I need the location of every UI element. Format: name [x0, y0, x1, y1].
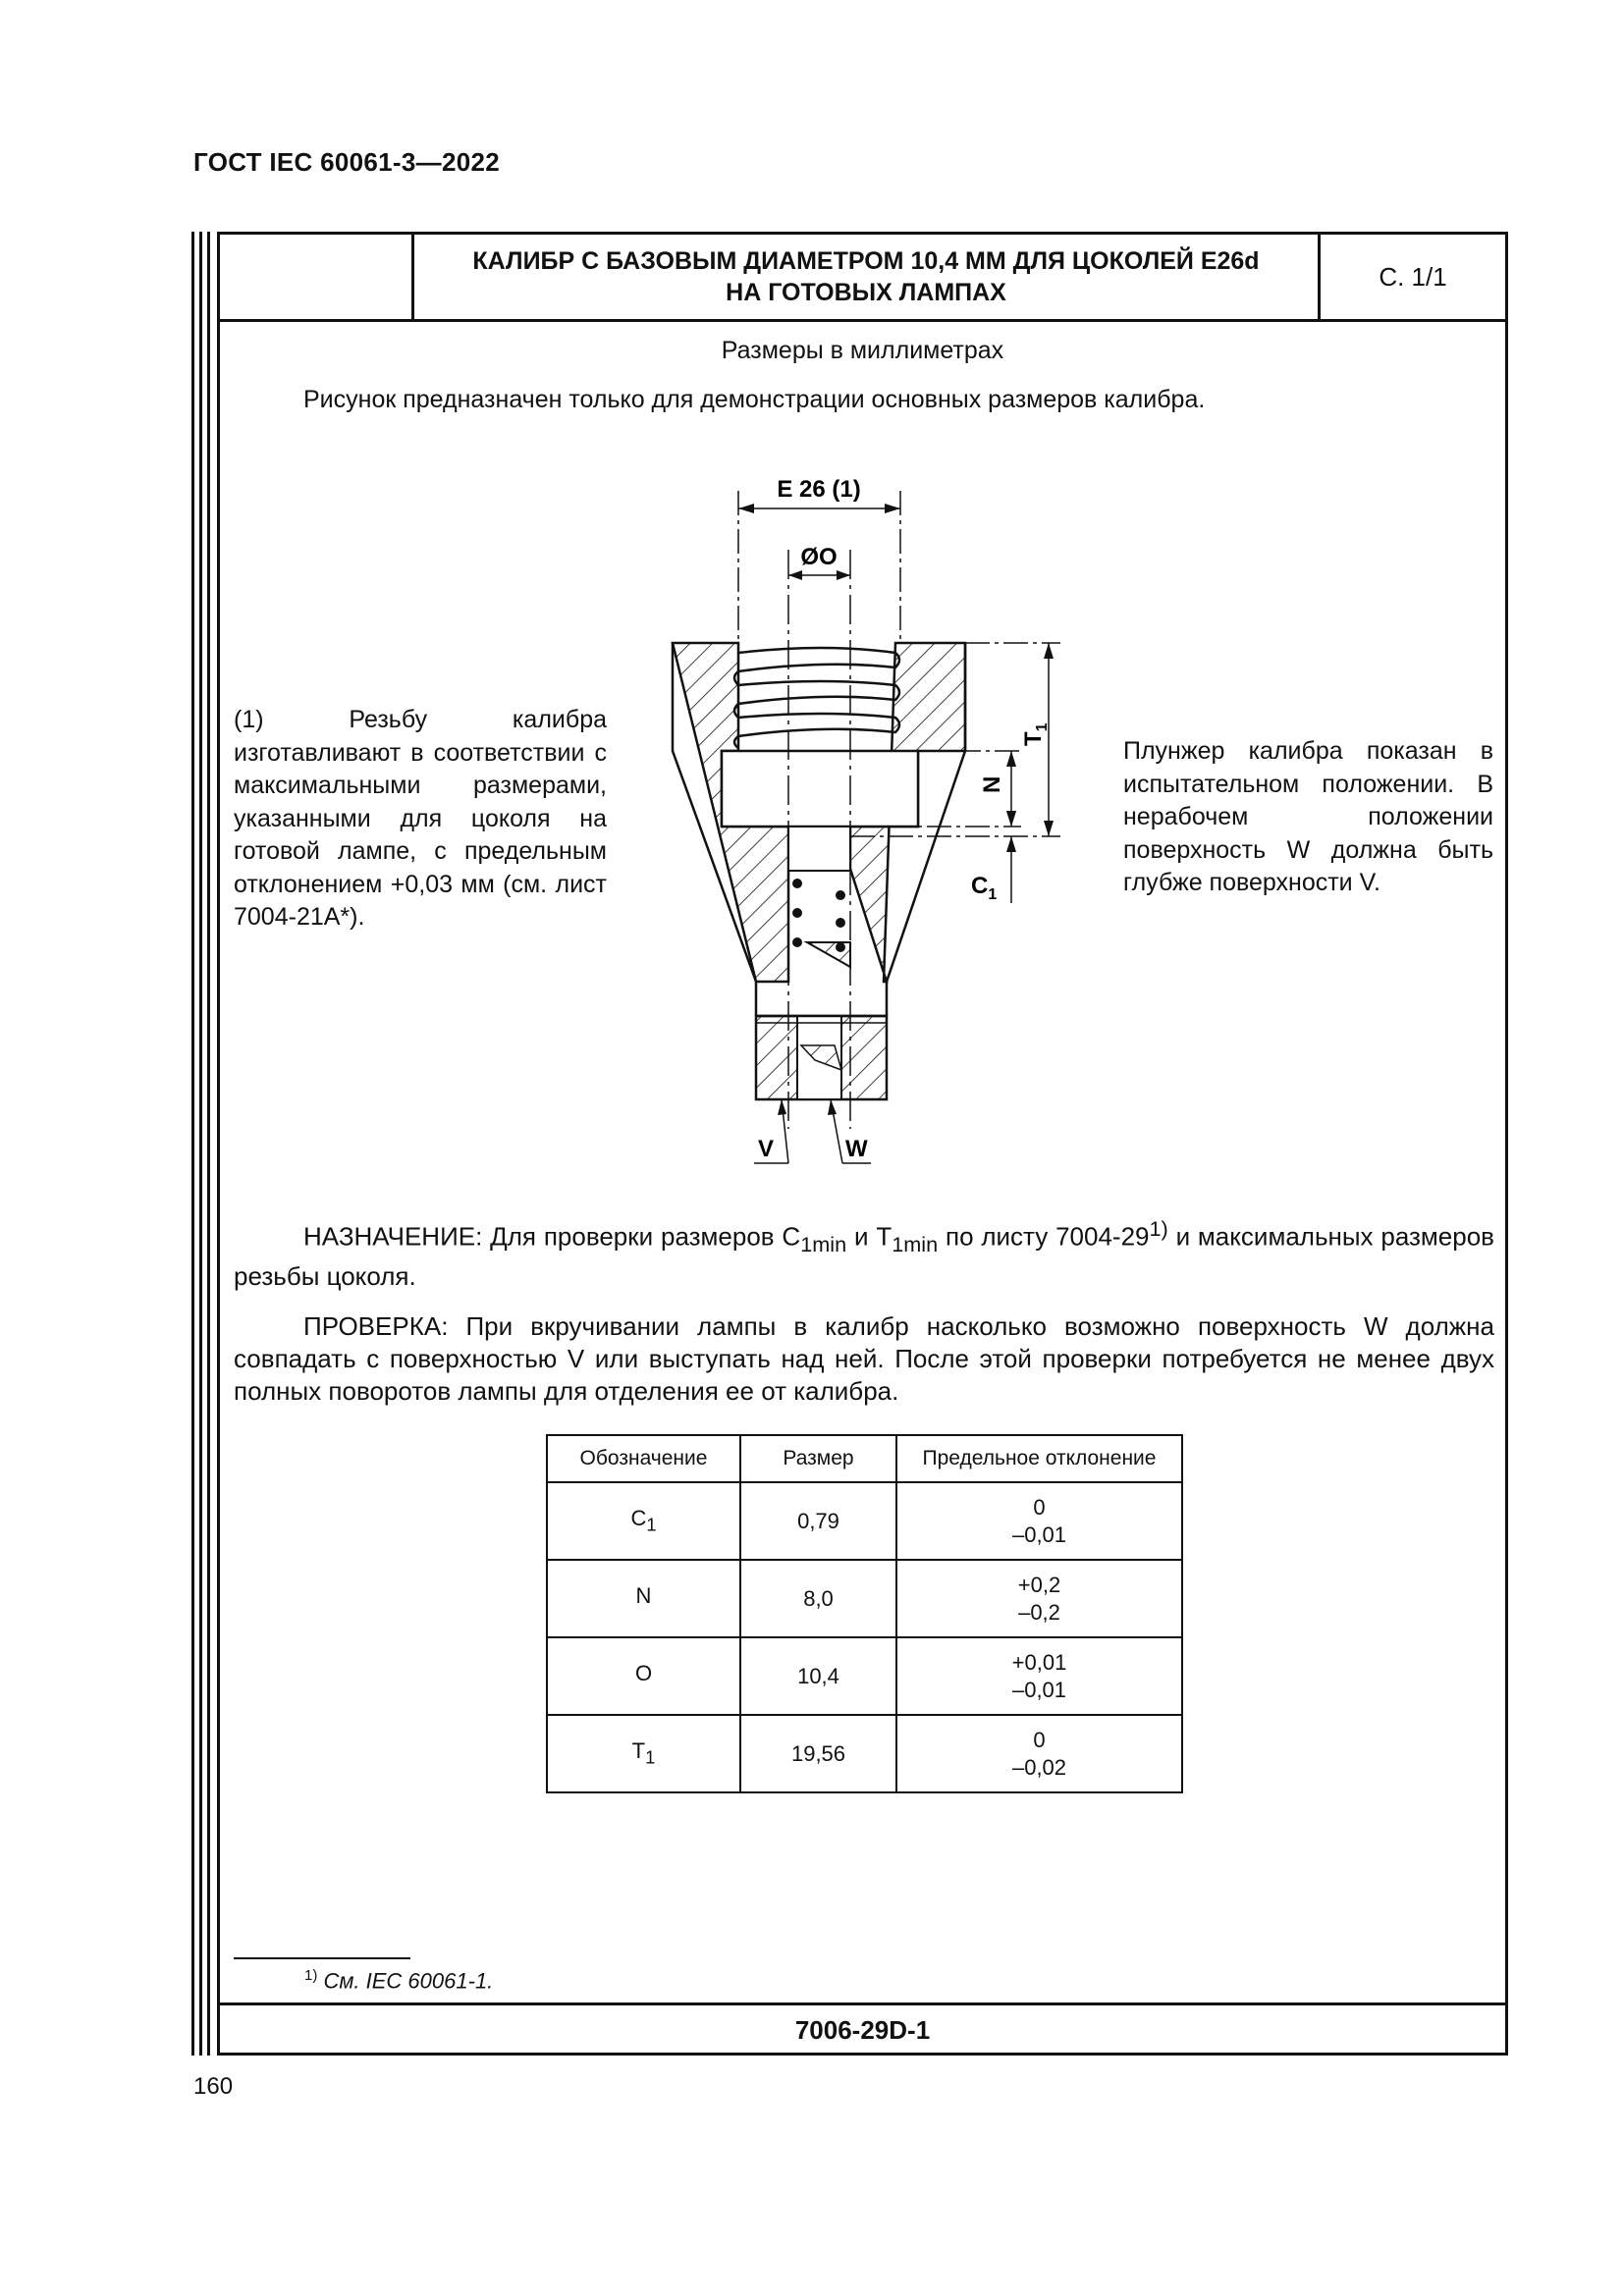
- symbol-main: C: [630, 1506, 647, 1531]
- cell-size: 0,79: [740, 1482, 896, 1560]
- tolerance-upper: 0: [1033, 1494, 1046, 1520]
- tolerance-upper: +0,01: [1011, 1649, 1067, 1675]
- page-number: 160: [193, 2073, 234, 2100]
- title-line-1: КАЛИБР С БАЗОВЫМ ДИАМЕТРОМ 10,4 ММ ДЛЯ ЦОКОЛЕЙ E26d: [472, 247, 1260, 275]
- symbol-sub: 1: [645, 1746, 656, 1768]
- spring-coils: [792, 879, 845, 952]
- arrowhead: [1006, 836, 1016, 852]
- arrowhead: [778, 1099, 786, 1115]
- arrowhead: [1006, 751, 1016, 767]
- sheet-number: С. 1/1: [1379, 261, 1447, 292]
- tolerance-lower: –0,01: [1011, 1522, 1067, 1547]
- label-w: W: [845, 1136, 868, 1162]
- cell-size: 8,0: [740, 1560, 896, 1637]
- arrowhead: [885, 504, 900, 513]
- arrowhead: [1006, 811, 1016, 827]
- label-t1: [1020, 722, 1051, 746]
- label-t1-sub: 1: [1034, 722, 1051, 732]
- thread-profile: [734, 648, 899, 748]
- plunger-stem: [788, 827, 850, 871]
- label-c1-main: C: [971, 873, 989, 899]
- arrowhead: [738, 504, 754, 513]
- figure-note: Рисунок предназначен только для демонстрации основных размеров калибра.: [303, 386, 1206, 413]
- footnote-mark: 1): [304, 1967, 318, 1984]
- label-c1-sub: 1: [988, 886, 998, 903]
- label-n: N: [979, 775, 1005, 793]
- plunger-note: Плунжер калибра показан в испытательном положении. В нерабочем положении поверхность W должна быть глубже поверхности V.: [1123, 737, 1493, 896]
- purpose-text: НАЗНАЧЕНИЕ: Для проверки размеров C: [303, 1221, 801, 1252]
- table-header: Обозначение: [547, 1435, 740, 1482]
- document-code: ГОСТ IEC 60061-3—2022: [193, 147, 500, 177]
- purpose-text: и максимальных размеров резьбы цоколя.: [234, 1221, 1494, 1291]
- symbol-sub: 1: [646, 1514, 657, 1535]
- cell-size: 10,4: [740, 1637, 896, 1715]
- symbol-main: O: [634, 1661, 653, 1686]
- arrowhead: [837, 570, 850, 580]
- footnote-text: См. IEC 60061-1.: [317, 1968, 494, 1994]
- arrowhead: [1044, 821, 1054, 836]
- symbol-main: N: [635, 1583, 652, 1609]
- tolerance-lower: –0,02: [1011, 1754, 1067, 1780]
- tolerance-lower: –0,01: [1011, 1677, 1067, 1702]
- purpose-sub: 1min: [800, 1231, 847, 1256]
- label-dia-o: ØO: [800, 544, 838, 570]
- symbol-main: T: [631, 1738, 646, 1764]
- label-c1: [971, 873, 997, 903]
- sheet-code: 7006-29D-1: [794, 2015, 931, 2045]
- arrowhead: [1044, 643, 1054, 659]
- table-header: Предельное отклонение: [896, 1435, 1182, 1482]
- cell-size: 19,56: [740, 1715, 896, 1792]
- label-v: V: [758, 1136, 775, 1162]
- purpose-sub: 1min: [892, 1231, 939, 1256]
- check-paragraph: ПРОВЕРКА: При вкручивании лампы в калибр насколько возможно поверхность W должна совпадать с поверхностью V или выступать над ней. После этой проверки потребуется не менее двух полных поворотов лампы для отделения ее от калибра.: [234, 1311, 1494, 1406]
- plunger-head: [722, 751, 918, 827]
- thread-note: (1) Резьбу калибра изготавливают в соответствии с максимальными размерами, указанными для цоколя на готовой лампе, с предельным отклонением +0,03 мм (см. лист 7004-21A*).: [234, 706, 607, 931]
- table-header: Размер: [740, 1435, 896, 1482]
- title-line-2: НА ГОТОВЫХ ЛАМПАХ: [726, 279, 1006, 306]
- plunger-wedge: [807, 942, 850, 967]
- label-t1-main: T: [1020, 731, 1047, 746]
- label-e26: E 26 (1): [777, 476, 861, 503]
- arrowhead: [788, 570, 802, 580]
- purpose-text: по листу 7004-29: [938, 1221, 1150, 1252]
- tolerance-lower: –0,2: [1018, 1599, 1060, 1625]
- purpose-text: и T: [846, 1221, 893, 1252]
- tolerance-upper: +0,2: [1017, 1572, 1061, 1597]
- footnote-ref: 1): [1149, 1216, 1168, 1241]
- units-note: Размеры в миллиметрах: [721, 337, 1004, 364]
- arrowhead: [828, 1099, 837, 1115]
- tolerance-upper: 0: [1033, 1727, 1046, 1752]
